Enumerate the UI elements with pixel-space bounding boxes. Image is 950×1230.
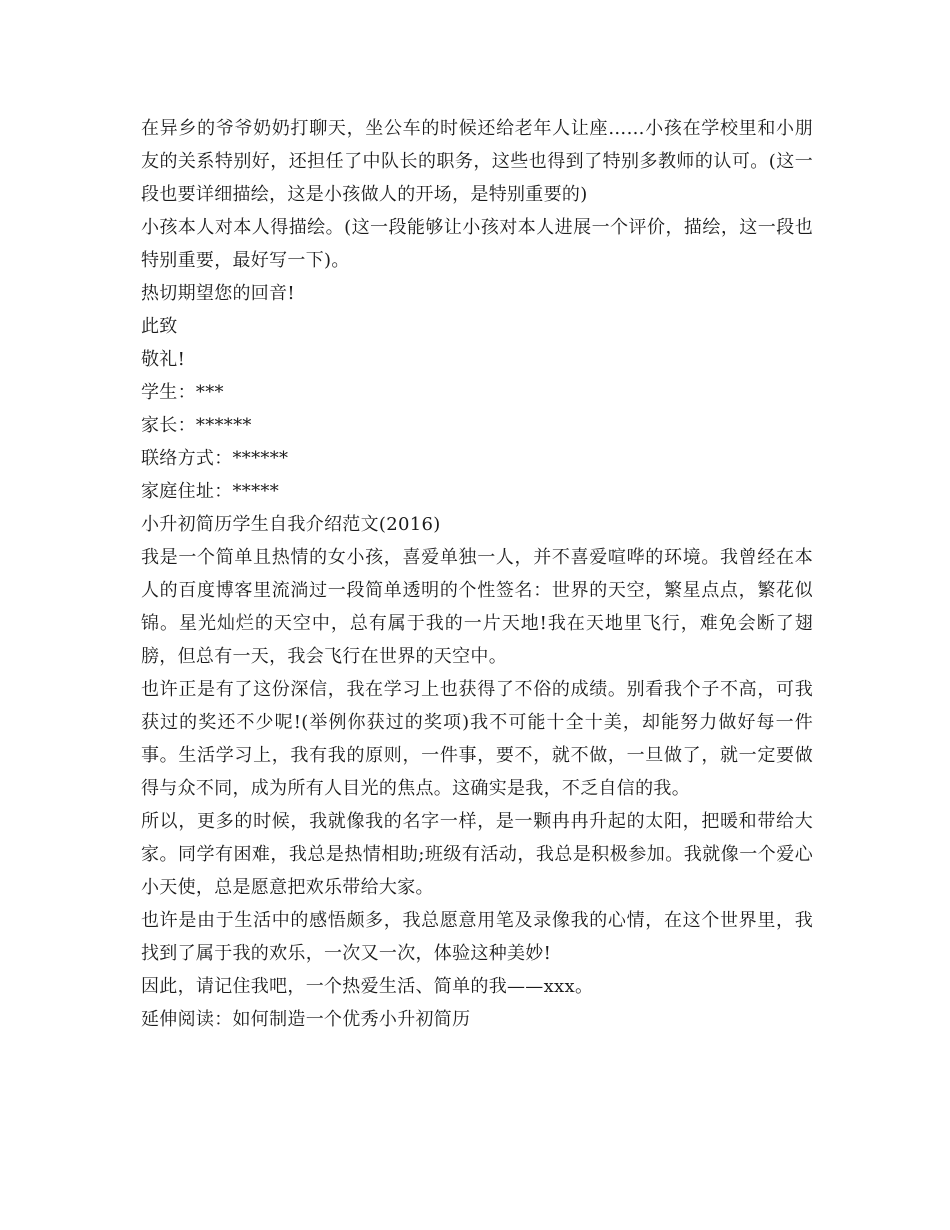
paragraph-self-description: 小孩本人对本人得描绘。(这一段能够让小孩对本人进展一个评价，描绘，这一段也特别重要，最好写一下)。 (141, 217, 813, 271)
section-title: 小升初简历学生自我介绍范文(2016) (141, 514, 441, 535)
closing-hope-line: 热切期望您的回音! (141, 283, 295, 304)
signature-student: 学生：*** (141, 382, 224, 403)
paragraph-intro-continuation: 在异乡的爷爷奶奶打聊天，坐公车的时候还给老年人让座……小孩在学校里和小朋友的关系特别好，还担任了中队长的职务，这些也得到了特别多教师的认可。(这一段也要详细描绘，这是小孩做人的开场，是特别重要的) (141, 118, 813, 205)
document-body (141, 112, 813, 1036)
closing-cizhi: 此致 (141, 316, 178, 337)
signature-contact: 联络方式：****** (141, 448, 289, 469)
extended-reading-line: 延伸阅读：如何制造一个优秀小升初简历 (141, 1009, 471, 1030)
paragraph-feelings: 也许是由于生活中的感悟颇多，我总愿意用笔及录像我的心情，在这个世界里，我找到了属于我的欢乐，一次又一次，体验这种美妙! (141, 910, 813, 964)
paragraph-conclusion: 因此，请记住我吧，一个热爱生活、简单的我——xxx。 (141, 976, 594, 997)
signature-address: 家庭住址：***** (141, 481, 279, 502)
closing-jingli: 敬礼! (141, 349, 186, 370)
signature-parent: 家长：****** (141, 415, 252, 436)
paragraph-helpfulness: 所以，更多的时候，我就像我的名字一样，是一颗冉冉升起的太阳，把暖和带给大家。同学有困难，我总是热情相助;班级有活动，我总是积极参加。我就像一个爱心小天使，总是愿意把欢乐带给大家。 (141, 811, 813, 898)
paragraph-achievements: 也许正是有了这份深信，我在学习上也获得了不俗的成绩。别看我个子不高，可我获过的奖还不少呢!(举例你获过的奖项)我不可能十全十美，却能努力做好每一件事。生活学习上，我有我的原则，一件事，要不，就不做，一旦做了，就一定要做得与众不同，成为所有人目光的焦点。这确实是我，不乏自信的我。 (141, 679, 813, 799)
paragraph-personality: 我是一个简单且热情的女小孩，喜爱单独一人，并不喜爱喧哗的环境。我曾经在本人的百度博客里流淌过一段简单透明的个性签名：世界的天空，繁星点点，繁花似锦。星光灿烂的天空中，总有属于我的一片天地!我在天地里飞行，难免会断了翅膀，但总有一天，我会飞行在世界的天空中。 (141, 547, 813, 667)
